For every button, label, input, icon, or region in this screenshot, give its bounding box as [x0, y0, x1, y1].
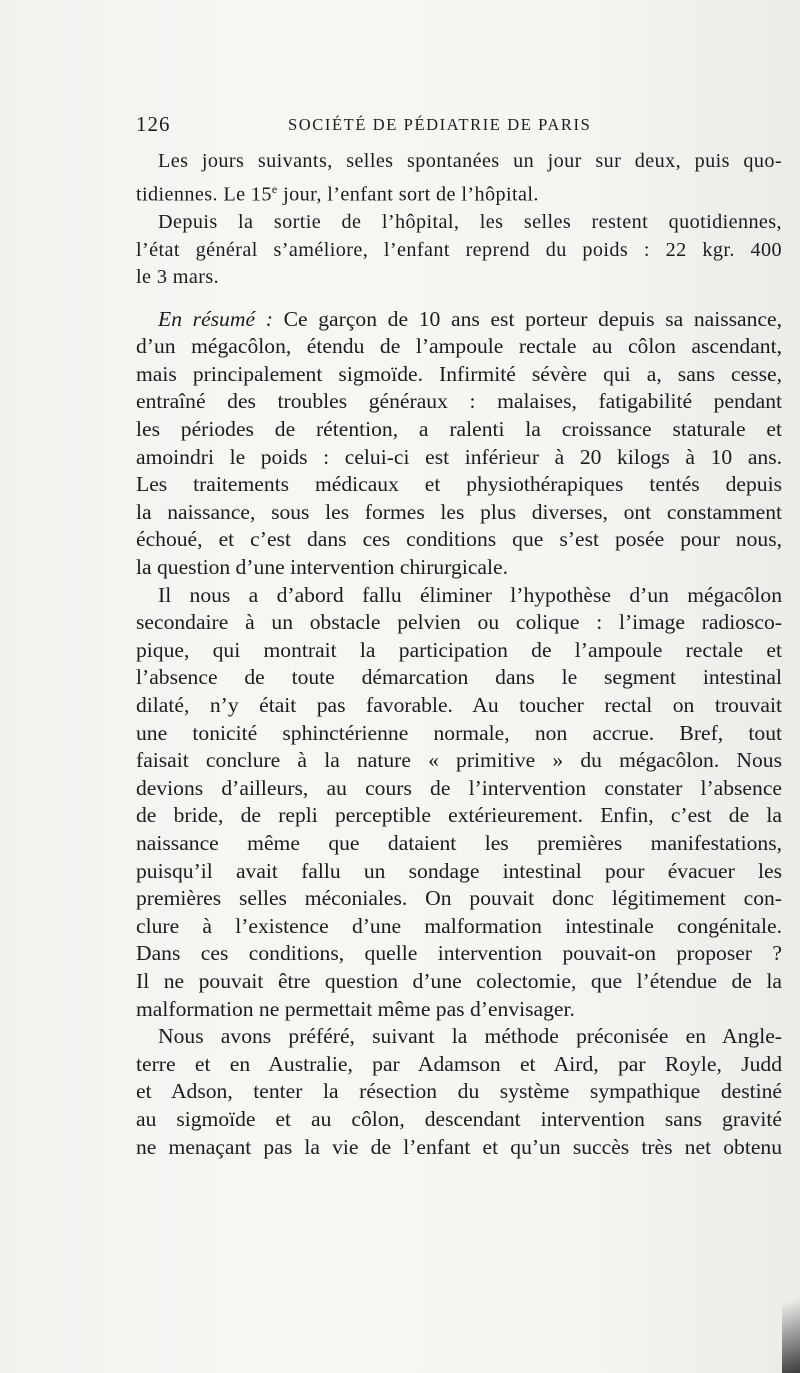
text-line: pique, qui montrait la participation de l’ampoule rectale et [136, 637, 782, 662]
paragraph-4 [136, 582, 782, 1024]
text-line: secondaire à un obstacle pelvien ou colique : l’image radiosco- [136, 610, 782, 635]
text-line: Les jours suivants, selles spontanées un jour sur deux, puis quo- [158, 150, 782, 172]
text-line: amoindri le poids : celui-ci est inférieur à 20 kilogs à 10 ans. [136, 444, 782, 469]
text-line: En résumé : Ce garçon de 10 ans est porteur depuis sa naissance, [158, 306, 783, 331]
text-line: devions d’ailleurs, au cours de l’intervention constater l’absence [136, 775, 782, 800]
text-line: Depuis la sortie de l’hôpital, les selles restent quotidiennes, [158, 210, 782, 233]
text-line: d’un mégacôlon, étendu de l’ampoule rectale au côlon ascendant, [136, 334, 782, 359]
text-line: faisait conclure à la nature « primitive » du mégacôlon. Nous [136, 748, 782, 773]
text-line: l’état général s’améliore, l’enfant reprend du poids : 22 kgr. 400 [136, 238, 782, 261]
text-line: la question d’une intervention chirurgicale. [136, 555, 508, 580]
text-line: dilaté, n’y était pas favorable. Au toucher rectal on trouvait [136, 693, 782, 718]
text-line: Les traitements médicaux et physiothérapiques tentés depuis [136, 472, 782, 497]
text-line: premières selles méconiales. On pouvait donc légitimement con- [136, 886, 782, 911]
text-line: les périodes de rétention, a ralenti la croissance staturale et [136, 417, 782, 442]
text-line: Nous avons préféré, suivant la méthode préconisée en Angle- [158, 1024, 782, 1049]
text-line: naissance même que dataient les premières manifestations, [136, 830, 782, 855]
text-line: la naissance, sous les formes les plus diverses, ont constamment [136, 499, 782, 524]
running-title: SOCIÉTÉ DE PÉDIATRIE DE PARIS [288, 115, 592, 134]
text-line: mais principalement sigmoïde. Infirmité sévère qui a, sans cesse, [136, 361, 782, 386]
page-edge-shadow [782, 1253, 800, 1373]
text-line: le 3 mars. [136, 266, 220, 289]
text-line: Il nous a d’abord fallu éliminer l’hypothèse d’un mégacôlon [158, 582, 782, 607]
text-line: puisqu’il avait fallu un sondage intestinal pour évacuer les [136, 858, 782, 883]
text-line: clure à l’existence d’une malformation intestinale congénitale. [136, 913, 782, 938]
paragraph-1 [136, 148, 782, 209]
page-number: 126 [136, 112, 171, 136]
body-text [136, 148, 782, 1161]
text-line: Dans ces conditions, quelle intervention pouvait-on proposer ? [136, 941, 782, 966]
text-line: entraîné des troubles généraux : malaises, fatigabilité pendant [136, 389, 782, 414]
text-line: terre et en Australie, par Adamson et Aird, par Royle, Judd [136, 1051, 782, 1076]
text-line: tidiennes. Le 15e jour, l’enfant sort de l’hôpital. [136, 181, 539, 206]
text-line: malformation ne permettait même pas d’envisager. [136, 996, 575, 1021]
paragraph-gap [136, 292, 782, 306]
text-line: au sigmoïde et au côlon, descendant intervention sans gravité [136, 1106, 782, 1131]
text-line: l’absence de toute démarcation dans le segment intestinal [136, 665, 782, 690]
text-line: échoué, et c’est dans ces conditions que s’est posée pour nous, [136, 527, 782, 552]
text-line: ne menaçant pas la vie de l’enfant et qu’un succès très net obtenu [136, 1134, 782, 1159]
text-line: de bride, de repli perceptible extérieurement. Enfin, c’est de la [136, 803, 782, 828]
paragraph-2 [136, 209, 782, 292]
text-line: Il ne pouvait être question d’une colectomie, que l’étendue de la [136, 968, 782, 993]
page-header [136, 112, 786, 142]
paragraph-5 [136, 1023, 782, 1161]
text-line: et Adson, tenter la résection du système sympathique destiné [136, 1079, 782, 1104]
summary-label: En résumé : [158, 306, 273, 331]
paragraph-3 [136, 306, 782, 582]
text-line: une tonicité sphinctérienne normale, non accrue. Bref, tout [136, 720, 782, 745]
